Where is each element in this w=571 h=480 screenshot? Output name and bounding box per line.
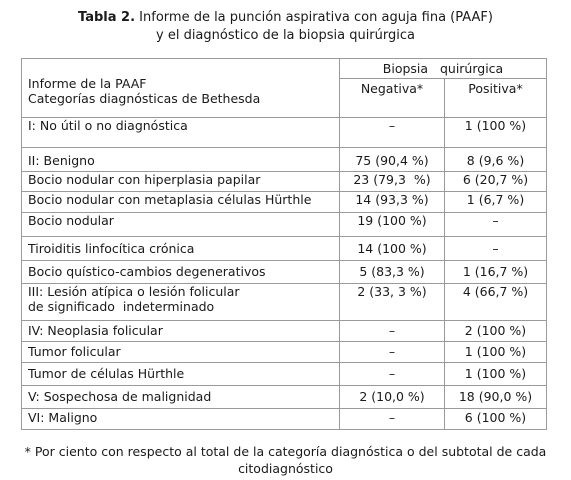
table-row (22, 284, 547, 321)
row-label (22, 284, 340, 321)
table-row (22, 172, 547, 192)
table-caption (0, 9, 571, 45)
table-row (22, 213, 547, 237)
row-negativa: 5 (83,3 %) (340, 261, 445, 284)
row-label: Tumor de células Hürthle (22, 363, 340, 386)
header-category-line-2: Categorías diagnósticas de Bethesda (28, 91, 261, 106)
row-label: Bocio nodular con metaplasia células Hürthle (22, 192, 340, 213)
header-category-cell (22, 59, 340, 118)
table-row (22, 148, 547, 172)
row-label: Tiroiditis linfocítica crónica (22, 237, 340, 261)
row-positiva: 6 (100 %) (445, 409, 547, 430)
row-negativa: 23 (79,3 %) (340, 172, 445, 192)
row-negativa: 19 (100 %) (340, 213, 445, 237)
table-row (22, 409, 547, 430)
table-row (22, 237, 547, 261)
table-row (22, 321, 547, 342)
table-row (22, 118, 547, 148)
row-negativa: 2 (33, 3 %) (340, 284, 445, 321)
row-positiva: – (445, 237, 547, 261)
table-row (22, 342, 547, 363)
row-positiva: 18 (90,0 %) (445, 386, 547, 409)
header-biopsy-group: Biopsia quirúrgica (340, 59, 547, 79)
row-positiva: 1 (6,7 %) (445, 192, 547, 213)
table-footnote (0, 443, 571, 477)
caption-line-1 (0, 9, 571, 27)
table-row (22, 386, 547, 409)
table-header-row (22, 59, 547, 79)
header-category-line-1: Informe de la PAAF (28, 76, 147, 91)
footnote-line-1: * Por ciento con respecto al total de la categoría diagnóstica o del subtotal de cada (24, 444, 547, 459)
row-label-line-1: III: Lesión atípica o lesión folicular (28, 284, 240, 299)
row-label-line-2: de significado indeterminado (28, 299, 215, 314)
caption-title: Informe de la punción aspirativa con aguja fina (PAAF) (135, 10, 493, 25)
row-negativa: – (340, 342, 445, 363)
results-table (21, 58, 547, 430)
table-row (22, 192, 547, 213)
row-label: Tumor folicular (22, 342, 340, 363)
row-positiva: 1 (100 %) (445, 118, 547, 148)
header-negativa: Negativa* (340, 79, 445, 118)
row-label: I: No útil o no diagnóstica (22, 118, 340, 148)
row-label: VI: Maligno (22, 409, 340, 430)
row-negativa: – (340, 118, 445, 148)
row-negativa: – (340, 409, 445, 430)
row-negativa: 75 (90,4 %) (340, 148, 445, 172)
row-positiva: 8 (9,6 %) (445, 148, 547, 172)
footnote-line-2: citodiagnóstico (238, 461, 333, 476)
row-label: V: Sospechosa de malignidad (22, 386, 340, 409)
row-label: Bocio nodular con hiperplasia papilar (22, 172, 340, 192)
table-row (22, 261, 547, 284)
caption-label: Tabla 2. (78, 10, 136, 25)
row-positiva: 1 (16,7 %) (445, 261, 547, 284)
row-negativa: 14 (93,3 %) (340, 192, 445, 213)
row-positiva: – (445, 213, 547, 237)
row-positiva: 1 (100 %) (445, 342, 547, 363)
header-positiva: Positiva* (445, 79, 547, 118)
row-label: Bocio nodular (22, 213, 340, 237)
row-positiva: 6 (20,7 %) (445, 172, 547, 192)
caption-line-2: y el diagnóstico de la biopsia quirúrgica (156, 28, 415, 43)
row-negativa: – (340, 321, 445, 342)
row-label: II: Benigno (22, 148, 340, 172)
row-positiva: 2 (100 %) (445, 321, 547, 342)
row-label: IV: Neoplasia folicular (22, 321, 340, 342)
table-row (22, 363, 547, 386)
row-label: Bocio quístico-cambios degenerativos (22, 261, 340, 284)
row-negativa: – (340, 363, 445, 386)
row-positiva: 1 (100 %) (445, 363, 547, 386)
row-positiva: 4 (66,7 %) (445, 284, 547, 321)
row-negativa: 2 (10,0 %) (340, 386, 445, 409)
row-negativa: 14 (100 %) (340, 237, 445, 261)
